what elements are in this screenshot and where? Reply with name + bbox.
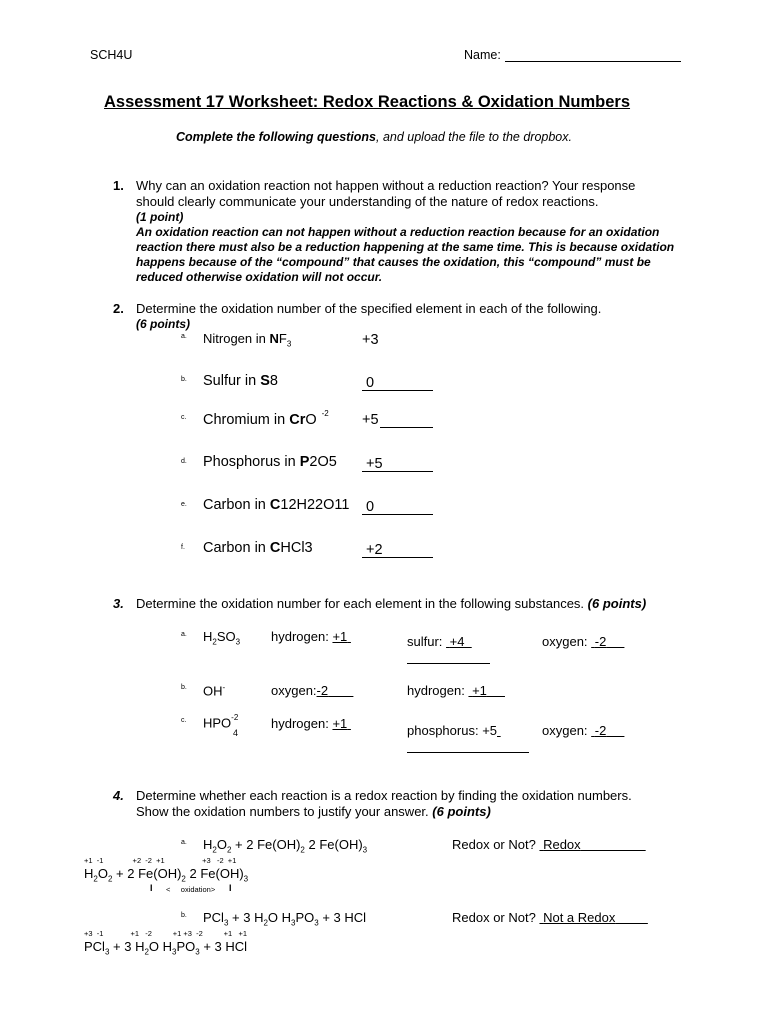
page-title: Assessment 17 Worksheet: Redox Reactions & Oxidation Numbers	[104, 93, 631, 111]
q4a-equation: $H_2O_2 + 2$ $Fe(OH)_2$ 2 $Fe(OH)_3$	[203, 837, 368, 855]
q4a-bar-right: I	[229, 883, 232, 893]
q4b-ox-numbers: +3 -1 +1 -2 +1 +3 -2 +1 +1	[84, 929, 247, 938]
q2d-label: Phosphorus in P2O5	[203, 454, 337, 470]
name-field[interactable]	[505, 61, 681, 62]
q2c-answer[interactable]: +5	[362, 412, 379, 428]
q1-line1: Why can an oxidation reaction not happen without a reduction reaction? Your response	[136, 178, 636, 193]
q3a-hydrogen: hydrogen: +1	[271, 629, 348, 644]
q3c-subscript: 4	[233, 728, 239, 738]
q4a-redox: Redox or Not? Redox	[452, 837, 581, 852]
q4-number: 4.	[113, 788, 124, 803]
q3-number: 3.	[113, 596, 124, 611]
instruction-rest: , and upload the file to the dropbox.	[376, 130, 572, 144]
q3c-formula: $HPO^{-2}$	[203, 713, 239, 731]
q3a-sulfur: sulfur: +4	[407, 634, 465, 649]
q2d-answer-line	[362, 471, 433, 472]
q4a-letter: a.	[181, 839, 187, 846]
q3-text: Determine the oxidation number for each element in the following substances. (6 points)	[136, 596, 647, 611]
q2e-answer[interactable]: 0	[366, 499, 375, 515]
q3b-formula: OH-	[203, 683, 226, 699]
q2c-letter: c.	[181, 414, 187, 421]
q4b-letter: b.	[181, 912, 187, 919]
q2d-letter: d.	[181, 458, 187, 465]
q3c-letter: c.	[181, 717, 187, 724]
name-label: Name:	[464, 48, 501, 62]
q2e-letter: e.	[181, 501, 187, 508]
instruction	[176, 130, 572, 144]
q4b-equation: PCl$_3$ + 3 $H_2O$ $H_3PO_3 + 3$ HCl	[203, 910, 367, 928]
q2b-answer[interactable]: 0	[366, 375, 375, 391]
q4-line1: Determine whether each reaction is a redox reaction by finding the oxidation numbers.	[136, 788, 632, 803]
q3a-oxygen: oxygen: -2	[542, 634, 607, 649]
q3a-sulfur-line	[407, 663, 490, 664]
q4b-equation-annotated: PCl$_3$ + 3 $H_2O$ $H_3PO_3 + 3$ HCl	[84, 939, 248, 957]
q2-points: (6 points)	[136, 317, 190, 331]
q1-line2: should clearly communicate your understanding of the nature of redox reactions.	[136, 194, 599, 209]
q3b-hydrogen: hydrogen: +1	[407, 683, 487, 698]
q2-number: 2.	[113, 301, 124, 316]
q2a-label: Nitrogen in $NF_3$	[203, 331, 292, 349]
q4a-oxidation-note: < oxidation>	[166, 885, 216, 894]
q4-line2: Show the oxidation numbers to justify your answer. (6 points)	[136, 804, 491, 819]
q2f-letter: f.	[181, 544, 185, 551]
q2b-label: Sulfur in S8	[203, 373, 278, 389]
q4a-bar-left: I	[150, 883, 153, 893]
q2f-label: Carbon in CHCl3	[203, 540, 313, 556]
instruction-bold: Complete the following questions	[176, 130, 376, 144]
q3c-phosphorus: phosphorus: +5	[407, 723, 498, 738]
course-code: SCH4U	[90, 48, 133, 62]
q2a-letter: a.	[181, 333, 187, 340]
q1-points: (1 point)	[136, 210, 184, 224]
q2e-label: Carbon in C12H22O11	[203, 497, 350, 513]
q3b-oxygen: oxygen:-2	[271, 683, 329, 698]
q2c-label: Chromium in CrO $^{-2}$	[203, 409, 329, 428]
q3c-phosphorus-line	[407, 752, 529, 753]
q2f-answer-line	[362, 557, 433, 558]
q3c-hydrogen: hydrogen: +1	[271, 716, 348, 731]
q3a-letter: a.	[181, 631, 187, 638]
q2d-answer[interactable]: +5	[366, 456, 383, 472]
q2b-answer-line	[362, 390, 433, 391]
q2c-answer-line	[380, 427, 433, 428]
q4a-equation-annotated: $H_2O_2 + 2$ $Fe(OH)_2$ 2 $Fe(OH)_3$	[84, 866, 249, 884]
q2e-answer-line	[362, 514, 433, 515]
q2-text: Determine the oxidation number of the specified element in each of the following.	[136, 301, 602, 316]
q3b-letter: b.	[181, 684, 187, 691]
q2f-answer[interactable]: +2	[366, 542, 383, 558]
q3a-formula: $H_2SO_3$	[203, 629, 241, 647]
q4b-redox: Redox or Not? Not a Redox	[452, 910, 616, 925]
q1-answer[interactable]: An oxidation reaction can not happen without a reduction reaction because for an oxidation reaction there must also be a reduction happening at the same time. This is because oxidation happens because of the “compound” that causes the oxidation, this “compound” must be reduced otherwise oxidation will not occur.	[136, 225, 675, 284]
q4a-ox-numbers: +1 -1 +2 -2 +1 +3 -2 +1	[84, 856, 237, 865]
q1-number: 1.	[113, 178, 124, 193]
q2b-letter: b.	[181, 376, 187, 383]
q3c-oxygen: oxygen: -2	[542, 723, 607, 738]
q2a-answer[interactable]: +3	[362, 332, 379, 348]
